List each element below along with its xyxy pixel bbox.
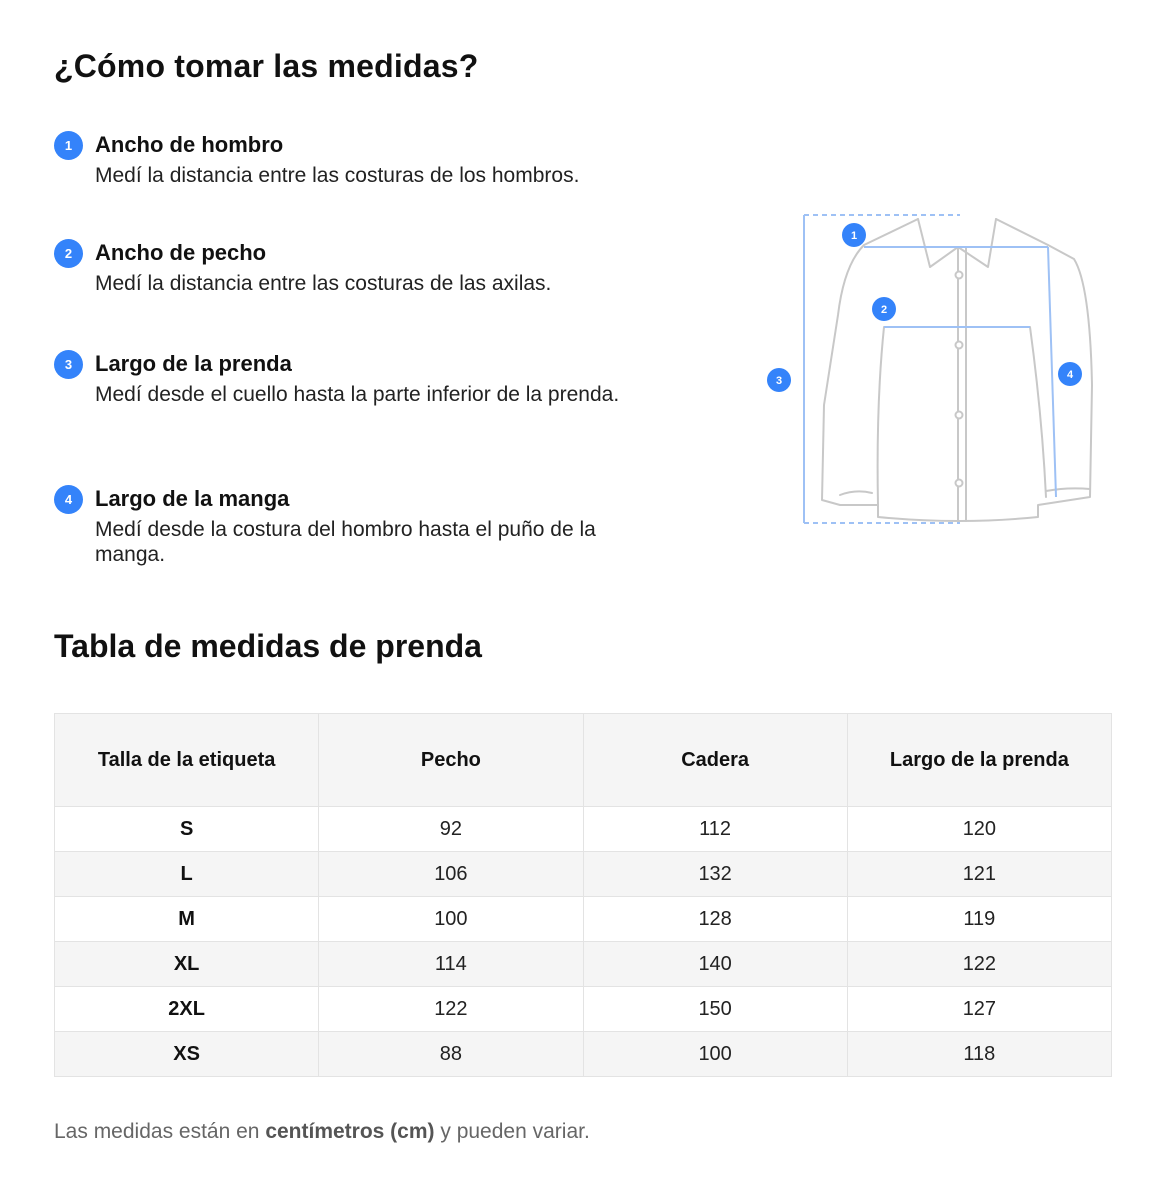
- svg-text:1: 1: [850, 230, 858, 242]
- size-cell: XL: [55, 942, 319, 987]
- how-to-title: ¿Cómo tomar las medidas?: [54, 48, 479, 84]
- step-number-badge: 3: [54, 350, 83, 379]
- size-cell: L: [55, 852, 319, 897]
- column-header: Talla de la etiqueta: [55, 714, 319, 807]
- size-chart-title: Tabla de medidas de prenda: [54, 628, 482, 664]
- chest-cell: 92: [319, 807, 583, 852]
- length-cell: 120: [847, 807, 1111, 852]
- chest-cell: 106: [319, 852, 583, 897]
- step-number-badge: 4: [54, 485, 83, 514]
- length-cell: 119: [847, 897, 1111, 942]
- footnote-unit: centímetros (cm): [265, 1120, 435, 1143]
- marker-2: [872, 297, 896, 321]
- hip-cell: 112: [583, 807, 847, 852]
- footnote-suffix: y pueden variar.: [434, 1120, 590, 1143]
- length-cell: 121: [847, 852, 1111, 897]
- step-description: Medí la distancia entre las costuras de los hombros.: [95, 164, 580, 187]
- chest-cell: 114: [319, 942, 583, 987]
- step-chest-width: [54, 238, 551, 296]
- size-cell: 2XL: [55, 987, 319, 1032]
- step-shoulder-width: [54, 130, 579, 188]
- hip-cell: 132: [583, 852, 847, 897]
- table-header-row: [55, 714, 1112, 807]
- svg-text:3: 3: [775, 375, 783, 387]
- step-garment-length: [54, 349, 619, 407]
- size-chart-table: [54, 713, 1112, 1077]
- marker-3: [767, 368, 791, 392]
- step-title: Ancho de pecho: [95, 240, 267, 265]
- step-description: Medí desde la costura del hombro hasta el puño de la manga.: [95, 518, 596, 566]
- step-description: Medí la distancia entre las costuras de las axilas.: [95, 272, 552, 295]
- length-cell: 118: [847, 1032, 1111, 1077]
- size-cell: XS: [55, 1032, 319, 1077]
- table-row: [55, 807, 1112, 852]
- svg-text:4: 4: [1066, 369, 1074, 381]
- size-cell: M: [55, 897, 319, 942]
- marker-4: [1058, 362, 1082, 386]
- step-title: Largo de la manga: [95, 486, 290, 511]
- footnote-prefix: Las medidas están en: [54, 1120, 266, 1143]
- step-number-badge: 1: [54, 131, 83, 160]
- chest-cell: 122: [319, 987, 583, 1032]
- step-sleeve-length: [54, 484, 654, 567]
- hip-cell: 100: [583, 1032, 847, 1077]
- length-cell: 122: [847, 942, 1111, 987]
- shirt-measurement-diagram: [760, 205, 1110, 535]
- hip-cell: 140: [583, 942, 847, 987]
- size-cell: S: [55, 807, 319, 852]
- step-title: Largo de la prenda: [95, 351, 292, 376]
- table-row: [55, 942, 1112, 987]
- step-title: Ancho de hombro: [95, 132, 284, 157]
- marker-1: [842, 223, 866, 247]
- table-row: [55, 852, 1112, 897]
- table-row: [55, 1032, 1112, 1077]
- units-footnote: [54, 1120, 590, 1144]
- step-number-badge: 2: [54, 239, 83, 268]
- column-header: Largo de la prenda: [847, 714, 1111, 807]
- hip-cell: 150: [583, 987, 847, 1032]
- hip-cell: 128: [583, 897, 847, 942]
- table-row: [55, 987, 1112, 1032]
- column-header: Cadera: [583, 714, 847, 807]
- svg-text:2: 2: [880, 304, 888, 316]
- chest-cell: 100: [319, 897, 583, 942]
- step-description: Medí desde el cuello hasta la parte inferior de la prenda.: [95, 383, 620, 406]
- column-header: Pecho: [319, 714, 583, 807]
- length-cell: 127: [847, 987, 1111, 1032]
- chest-cell: 88: [319, 1032, 583, 1077]
- table-row: [55, 897, 1112, 942]
- shirt-outline-icon: [760, 205, 1110, 535]
